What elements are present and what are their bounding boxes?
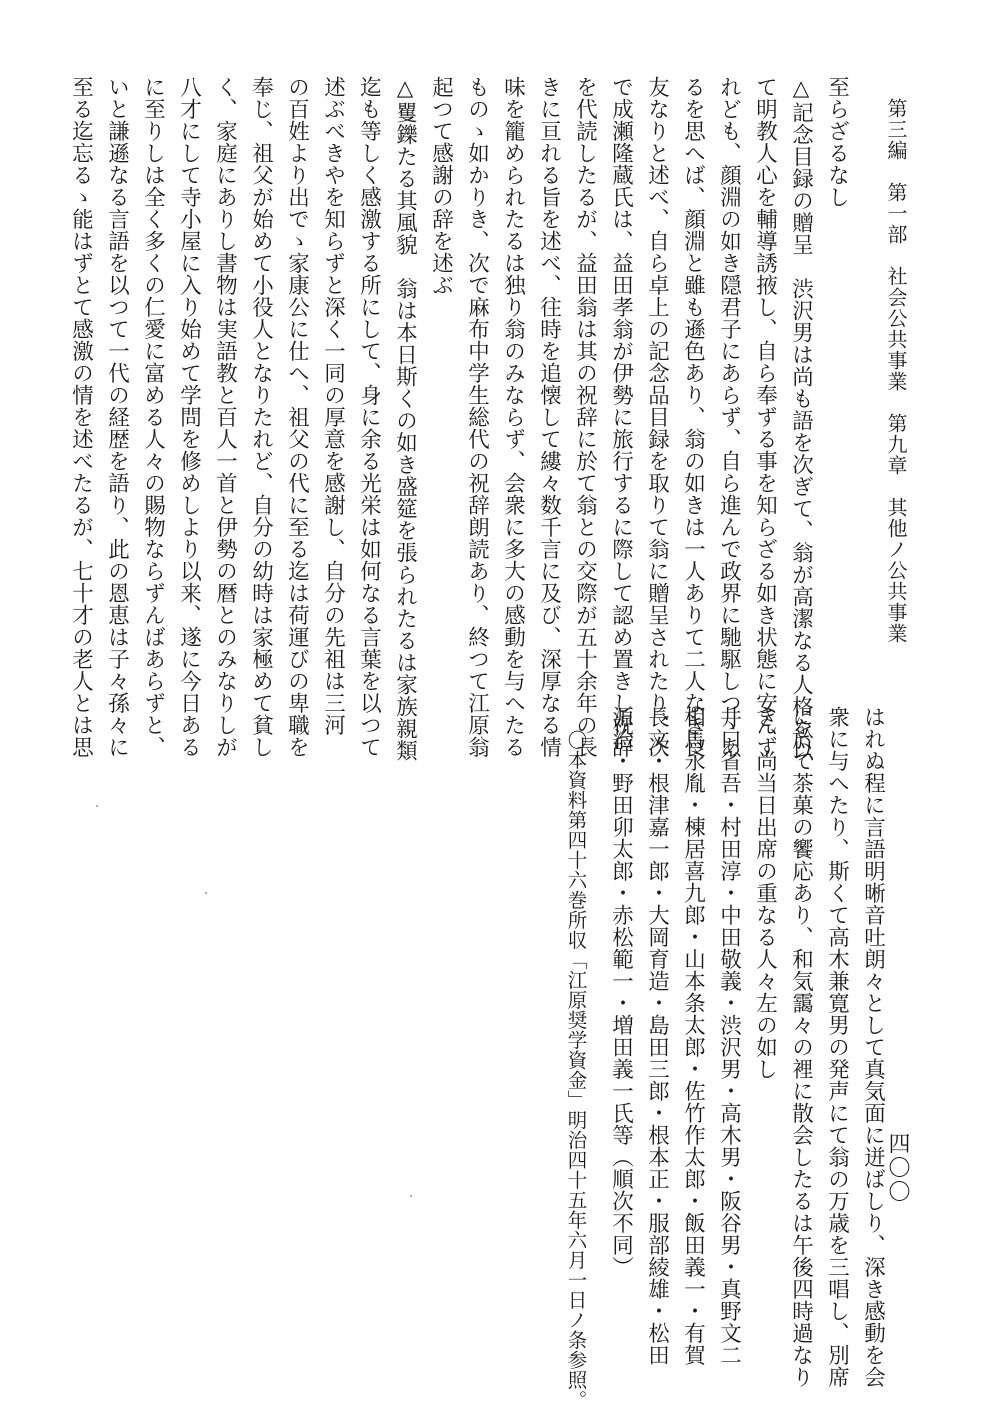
text-line: 奉じ、祖父が始めて小役人となりたれど、自分の幼時は家極めて貧し [248, 76, 274, 758]
text-line: の百姓より出でゝ家康公に仕へ、祖父の代に至る迄は荷運びの卑職を [284, 76, 310, 758]
text-line: に於て茶菓の饗応あり、和気靄々の裡に散会したるは午後四時過なり [788, 706, 814, 1388]
text-line: で成瀬隆蔵氏は、益田孝翁が伊勢に旅行するに際して認め置きし祝辞 [608, 76, 634, 758]
text-line: △記念目録の贈呈 渋沢男は尚も語を次ぎて、翁が高潔なる人格を以 [788, 76, 814, 762]
text-line: を代読したるが、益田翁は其の祝辞に於て翁との交際が五十余年の長 [572, 76, 598, 758]
text-line: 衆に与へたり、斯くて高木兼寛男の発声にて翁の万歳を三唱し、別席 [824, 706, 850, 1388]
text-line: に至りしは全く多くの仁愛に富める人々の賜物ならずんばあらずと、 [140, 76, 166, 758]
attendee-list-line: 相馬永胤・棟居喜九郎・山本条太郎・佐竹作太郎・飯田義一・有賀 [680, 706, 706, 1366]
scan-speck [205, 892, 207, 894]
text-line: きに亘れる旨を述べ、往時を追懐して縷々数千言に及び、深厚なる情 [536, 76, 562, 758]
text-line: ものゝ如かりき、次で麻布中学生総代の祝辞朗読あり、終つて江原翁 [464, 76, 490, 758]
text-line: き、尚当日出席の重なる人々左の如し [752, 706, 778, 1080]
reference-note: 〇本資料第四十六巻所収「江原奨学資金」明治四十五年六月一日ノ条参照。 [564, 730, 588, 1410]
attendee-list-line: 井口省吾・村田淳・中田敬義・渋沢男・高木男・阪谷男・真野文二 [716, 706, 742, 1366]
text-line: 起つて感謝の辞を述ぶ [428, 76, 454, 296]
text-line: 友なりと述べ、自ら卓上の記念品目録を取りて翁に贈呈されたり、次 [644, 76, 670, 758]
running-header: 第三編 第一部 社会公共事業 第九章 其他ノ公共事業 [884, 98, 908, 644]
scan-speck [410, 1195, 412, 1197]
page-number: 四〇〇 [885, 1132, 910, 1204]
text-line: 味を籠められたるは独り翁のみならず、会衆に多大の感動を与へたる [500, 76, 526, 758]
text-line: 八才にして寺小屋に入り始めて学問を修めしより以来、遂に今日ある [176, 76, 202, 758]
text-line: はれぬ程に言語明晰音吐朗々として真気面に迸ばしり、深き感動を会 [860, 706, 886, 1388]
text-line: るを思へば、顔淵と雖も遜色あり、翁の如きは一人ありて二人なき良 [680, 76, 706, 758]
text-line: 至る迄忘るゝ能はずとて感激の情を述べたるが、七十才の老人とは思 [68, 76, 94, 758]
text-line: △矍鑠たる其風貌 翁は本日斯くの如き盛筵を張られたるは家族親類 [392, 76, 418, 762]
text-line: れども、顔淵の如き隠君子にあらず、自ら進んで政界に馳駆しつゝあ [716, 76, 742, 758]
text-line: 至らざるなし [824, 76, 850, 208]
text-line: て明教人心を輔導誘掖し、自ら奉ずる事を知らざる如き状態に安んず [752, 76, 778, 758]
text-line: 迄も等しく感激する所にして、身に余る光栄は如何なる言葉を以つて [356, 76, 382, 758]
attendee-list-line: 源治・野田卯太郎・赤松範一・増田義一氏等（順次不同） [608, 706, 634, 1278]
text-line: く、家庭にありし書物は実語教と百人一首と伊勢の暦とのみなりしが [212, 76, 238, 758]
text-line: 述ぶべきやを知らずと深く一同の厚意を感謝し、自分の先祖は三河 [320, 76, 346, 736]
scan-speck [96, 805, 98, 807]
text-line: いと謙遜なる言語を以つて一代の経歴を語り、此の恩恵は子々孫々に [104, 76, 130, 758]
attendee-list-line: 長文・根津嘉一郎・大岡育造・島田三郎・根本正・服部綾雄・松田 [644, 706, 670, 1366]
